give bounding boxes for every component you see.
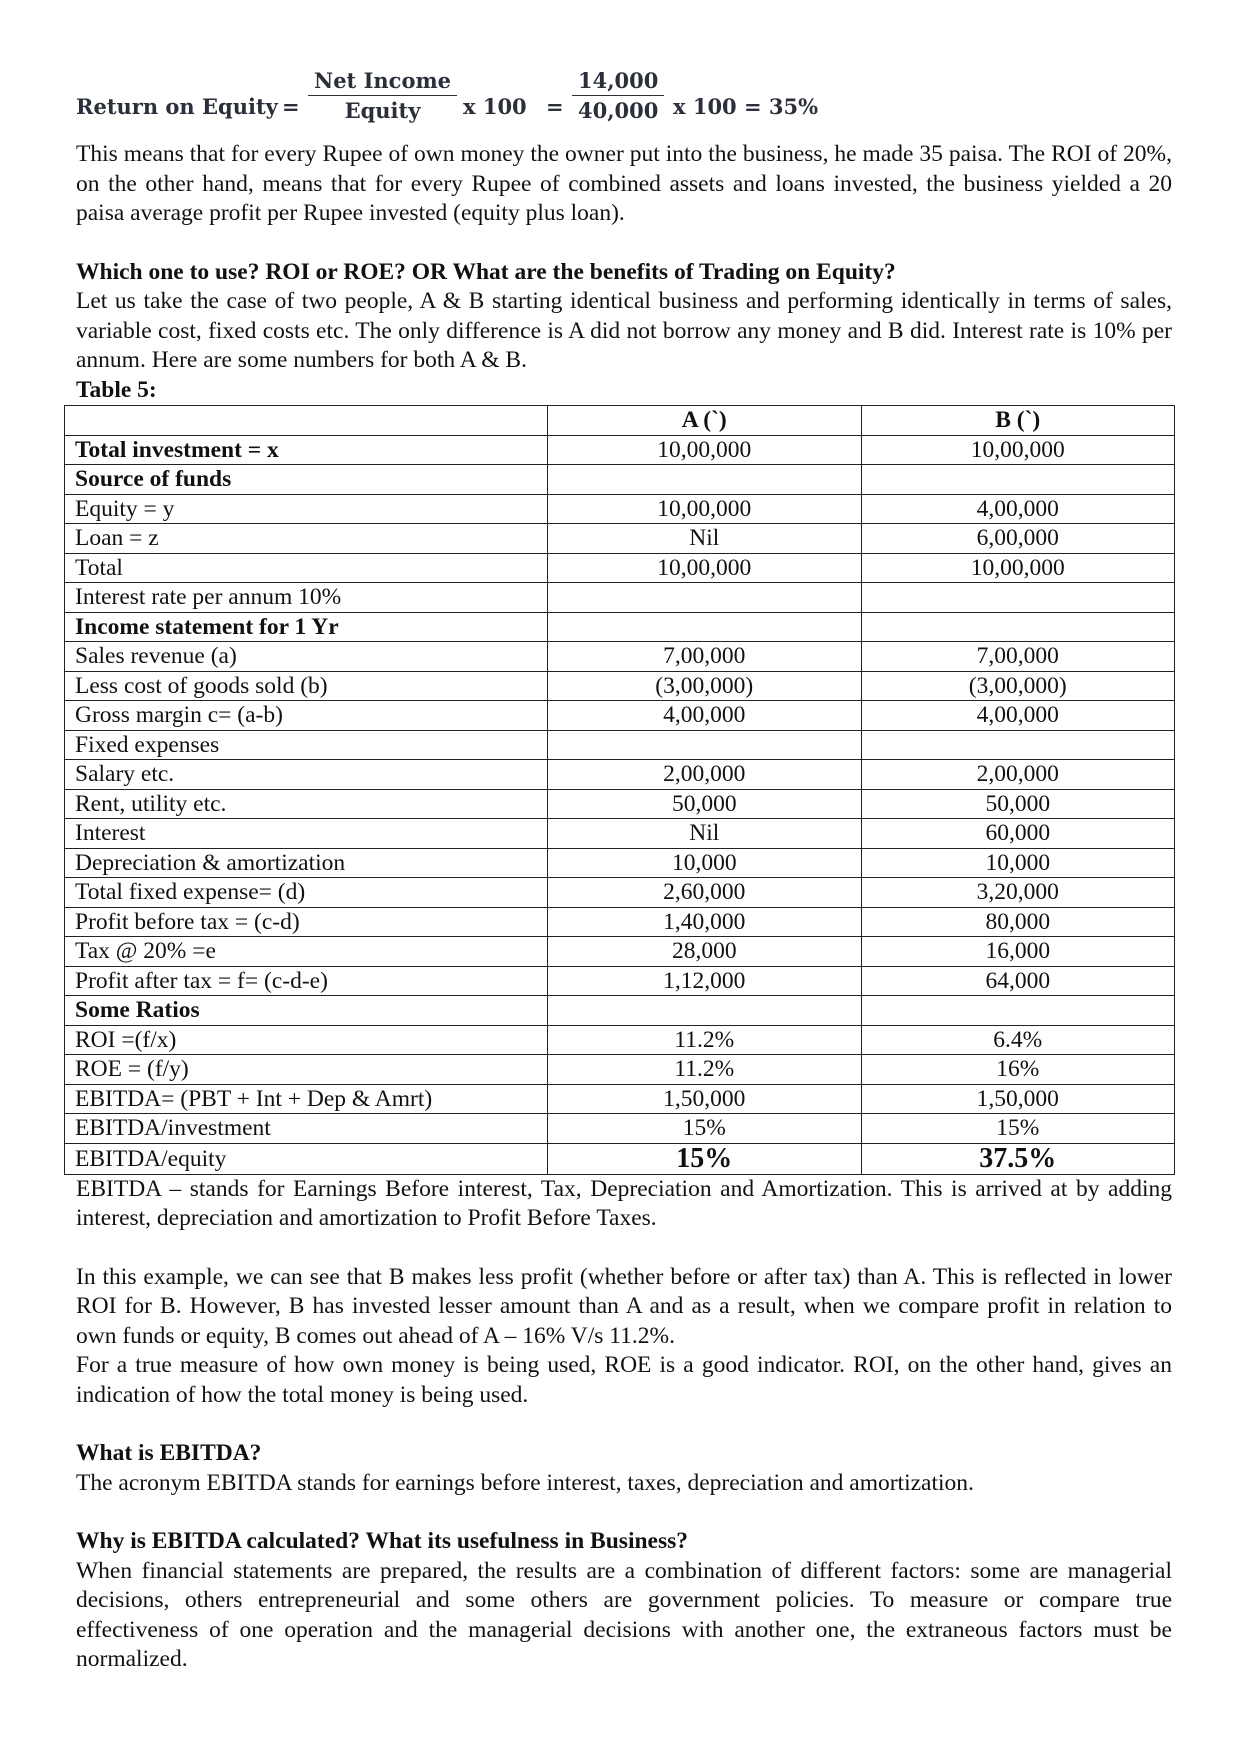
table-row <box>65 1025 1175 1055</box>
row-label: Sales revenue (a) <box>65 642 548 672</box>
table-row <box>65 937 1175 967</box>
cell-a <box>548 612 862 642</box>
table-row <box>65 730 1175 760</box>
row-label: Total investment = x <box>65 435 548 465</box>
cell-a: Nil <box>548 819 862 849</box>
cell-a: 1,12,000 <box>548 966 862 996</box>
row-label: Income statement for 1 Yr <box>65 612 548 642</box>
cell-a: 15% <box>548 1143 862 1174</box>
row-label: ROI =(f/x) <box>65 1025 548 1055</box>
column-header-a: A (`) <box>548 406 862 436</box>
section-body-what-is-ebitda: The acronym EBITDA stands for earnings before interest, taxes, depreciation and amortization. <box>76 1469 974 1496</box>
formula-result: x 100 = 35% <box>673 94 819 119</box>
row-label: Loan = z <box>65 524 548 554</box>
cell-a: 2,00,000 <box>548 760 862 790</box>
cell-b: 10,000 <box>861 848 1175 878</box>
table-row <box>65 553 1175 583</box>
section-heading-why-ebitda: Why is EBITDA calculated? What its usefulness in Business? <box>76 1528 689 1554</box>
cell-a: 10,00,000 <box>548 553 862 583</box>
cell-a: 2,60,000 <box>548 878 862 908</box>
table-row <box>65 819 1175 849</box>
table-row <box>65 848 1175 878</box>
cell-b: 80,000 <box>861 907 1175 937</box>
ebitda-definition-paragraph: EBITDA – stands for Earnings Before interest, Tax, Depreciation and Amortization. This is arrived at by adding interest, depreciation and amortization to Profit Before Taxes. <box>76 1175 1172 1231</box>
row-label: Equity = y <box>65 494 548 524</box>
cell-a: 15% <box>548 1114 862 1144</box>
row-label: Gross margin c= (a-b) <box>65 701 548 731</box>
cell-a: 10,000 <box>548 848 862 878</box>
row-label: Depreciation & amortization <box>65 848 548 878</box>
roe-formula <box>76 68 1172 140</box>
row-label: EBITDA/investment <box>65 1114 548 1144</box>
formula-label: Return on Equity <box>76 94 278 119</box>
cell-b: 16,000 <box>861 937 1175 967</box>
formula-equals-2: = <box>546 94 564 119</box>
row-label: Tax @ 20% =e <box>65 937 548 967</box>
cell-a: (3,00,000) <box>548 671 862 701</box>
cell-b: 6.4% <box>861 1025 1175 1055</box>
row-label: Profit before tax = (c-d) <box>65 907 548 937</box>
cell-b: 60,000 <box>861 819 1175 849</box>
roe-indicator-paragraph: For a true measure of how own money is being used, ROE is a good indicator. ROI, on the other hand, gives an indication of how the total money is being used. <box>76 1352 1172 1408</box>
table-row <box>65 996 1175 1026</box>
cell-b <box>861 612 1175 642</box>
table-header-row <box>65 406 1175 436</box>
fraction-denominator: 40,000 <box>572 95 664 123</box>
formula-equals: = <box>282 94 300 119</box>
cell-a <box>548 730 862 760</box>
cell-a: 10,00,000 <box>548 494 862 524</box>
table-row <box>65 1055 1175 1085</box>
table-row <box>65 907 1175 937</box>
cell-a: 1,50,000 <box>548 1084 862 1114</box>
fraction-denominator: Equity <box>308 95 457 123</box>
cell-a: 50,000 <box>548 789 862 819</box>
cell-b: 16% <box>861 1055 1175 1085</box>
formula-fraction-2 <box>572 68 664 123</box>
cell-b: 64,000 <box>861 966 1175 996</box>
cell-a: 1,40,000 <box>548 907 862 937</box>
cell-a: Nil <box>548 524 862 554</box>
cell-b: 6,00,000 <box>861 524 1175 554</box>
section-body-roi-roe: Let us take the case of two people, A & B starting identical business and performing identically in terms of sales, variable cost, fixed costs etc. The only difference is A did not borrow any money and B did. Interest rate is 10% per annum. Here are some numbers for both A & B. <box>76 288 1172 373</box>
row-label: Total <box>65 553 548 583</box>
cell-b: 3,20,000 <box>861 878 1175 908</box>
cell-b: 7,00,000 <box>861 642 1175 672</box>
cell-b: (3,00,000) <box>861 671 1175 701</box>
comparison-table <box>64 405 1175 1175</box>
cell-a: 10,00,000 <box>548 435 862 465</box>
cell-a <box>548 465 862 495</box>
cell-b: 50,000 <box>861 789 1175 819</box>
table-row <box>65 612 1175 642</box>
row-label: Salary etc. <box>65 760 548 790</box>
table-row <box>65 789 1175 819</box>
fraction-numerator: 14,000 <box>578 68 659 93</box>
section-heading-roi-roe: Which one to use? ROI or ROE? OR What are the benefits of Trading on Equity? <box>76 258 896 285</box>
row-label: EBITDA/equity <box>65 1143 548 1174</box>
table-row <box>65 1114 1175 1144</box>
table-row <box>65 701 1175 731</box>
formula-multiplier: x 100 <box>463 94 527 119</box>
formula-fraction-1 <box>308 68 457 123</box>
cell-a <box>548 996 862 1026</box>
table-row <box>65 760 1175 790</box>
cell-b <box>861 730 1175 760</box>
cell-a: 11.2% <box>548 1025 862 1055</box>
table-row <box>65 878 1175 908</box>
row-label: Profit after tax = f= (c-d-e) <box>65 966 548 996</box>
row-label: Some Ratios <box>65 996 548 1026</box>
cell-b: 15% <box>861 1114 1175 1144</box>
cell-b: 2,00,000 <box>861 760 1175 790</box>
cell-a: 11.2% <box>548 1055 862 1085</box>
intro-paragraph: This means that for every Rupee of own money the owner put into the business, he made 35 paisa. The ROI of 20%, on the other hand, means that for every Rupee of combined assets and loans invested, the business yielded a 20 paisa average profit per Rupee invested (equity plus loan). <box>76 141 1172 226</box>
cell-b <box>861 996 1175 1026</box>
table-row <box>65 583 1175 613</box>
column-header-b: B (`) <box>861 406 1175 436</box>
cell-a: 4,00,000 <box>548 701 862 731</box>
fraction-numerator: Net Income <box>314 68 452 93</box>
row-label: Interest <box>65 819 548 849</box>
cell-b <box>861 583 1175 613</box>
section-heading-what-is-ebitda: What is EBITDA? <box>76 1440 262 1466</box>
cell-a: 7,00,000 <box>548 642 862 672</box>
table-label: Table 5: <box>76 376 157 403</box>
document-page <box>76 68 1172 1675</box>
cell-b: 10,00,000 <box>861 435 1175 465</box>
cell-b: 37.5% <box>861 1143 1175 1174</box>
cell-b: 1,50,000 <box>861 1084 1175 1114</box>
cell-a: 28,000 <box>548 937 862 967</box>
table-row <box>65 435 1175 465</box>
table-row <box>65 494 1175 524</box>
table-row <box>65 671 1175 701</box>
table-row <box>65 465 1175 495</box>
cell-b: 4,00,000 <box>861 701 1175 731</box>
row-label: Fixed expenses <box>65 730 548 760</box>
cell-b <box>861 465 1175 495</box>
table-row <box>65 1084 1175 1114</box>
table-row <box>65 1143 1175 1174</box>
row-label: EBITDA= (PBT + Int + Dep & Amrt) <box>65 1084 548 1114</box>
cell-b: 10,00,000 <box>861 553 1175 583</box>
row-label: Less cost of goods sold (b) <box>65 671 548 701</box>
row-label: ROE = (f/y) <box>65 1055 548 1085</box>
row-label: Total fixed expense= (d) <box>65 878 548 908</box>
cell-b: 4,00,000 <box>861 494 1175 524</box>
section-body-why-ebitda: When financial statements are prepared, the results are a combination of different factors: some are managerial decisions, others entrepreneurial and some others are government policies. To measure or compare true effectiveness of one operation and the managerial decisions with another one, the extraneous factors must be normalized. <box>76 1557 1172 1672</box>
comparison-paragraph: In this example, we can see that B makes less profit (whether before or after tax) than A. This is reflected in lower ROI for B. However, B has invested lesser amount than A and as a result, when we compare profit in relation to own funds or equity, B comes out ahead of A – 16% V/s 11.2%. <box>76 1263 1172 1349</box>
row-label: Rent, utility etc. <box>65 789 548 819</box>
table-row <box>65 642 1175 672</box>
table-row <box>65 524 1175 554</box>
cell-a <box>548 583 862 613</box>
table-row <box>65 966 1175 996</box>
row-label: Interest rate per annum 10% <box>65 583 548 613</box>
row-label: Source of funds <box>65 465 548 495</box>
